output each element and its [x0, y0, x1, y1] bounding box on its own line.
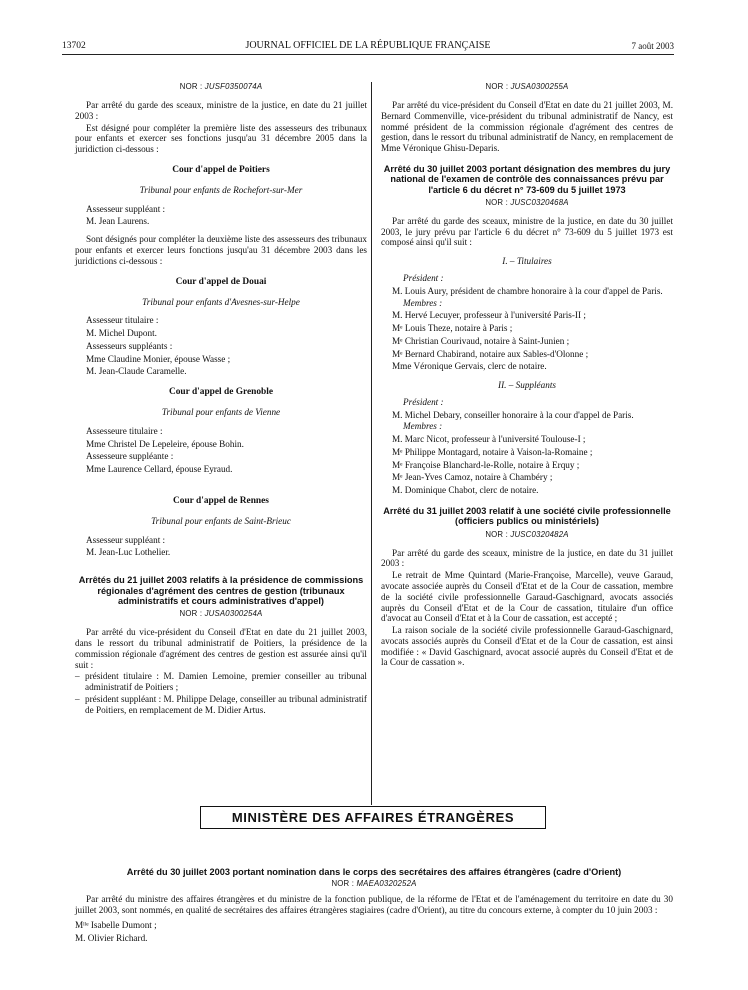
list-line: M. Olivier Richard. — [75, 932, 148, 943]
member-entry: Mᵉ Louis Theze, notaire à Paris ; — [392, 323, 513, 334]
role-label: Président : — [403, 396, 444, 407]
nor-reference: NOR : JUSA0300254A — [179, 609, 263, 619]
tribunal-heading: Tribunal pour enfants de Vienne — [161, 407, 281, 418]
list-line: Assesseur titulaire : — [86, 315, 159, 326]
tribunal-heading: Tribunal pour enfants d'Avesnes-sur-Helpe — [142, 296, 300, 307]
list-item: – président suppléant : M. Philippe Delage, conseiller au tribunal administratif de Poitiers, en remplacement de M. Didier Artus. — [75, 694, 367, 716]
list-line: Assesseurs suppléants : — [86, 340, 173, 351]
list-line: Assesseur suppléant : — [86, 534, 166, 545]
member-entry: M. Dominique Chabot, clerc de notaire. — [392, 485, 539, 496]
decree-title: Arrêté du 30 juillet 2003 portant désignation des membres du jury national de l'examen de contrôle des connaissances prévu par l'article 6 du décret n° 73-609 du 5 juillet 1973 — [383, 163, 671, 195]
list-line: M. Michel Dupont. — [86, 328, 157, 339]
list-line: M. Jean-Luc Lothelier. — [86, 547, 171, 558]
nor-reference: NOR : JUSC0320482A — [485, 529, 569, 539]
bottom-section — [75, 867, 673, 945]
role-label: Membres : — [403, 297, 443, 308]
journal-title: JOURNAL OFFICIEL DE LA RÉPUBLIQUE FRANÇAISE — [245, 40, 491, 51]
list-line: M. Jean Laurens. — [86, 216, 150, 227]
court-heading: Cour d'appel de Douai — [175, 276, 267, 287]
list-line: Mˡˡᵉ Isabelle Dumont ; — [75, 919, 157, 930]
list-line: Assesseure suppléante : — [86, 451, 174, 462]
ministry-banner — [200, 806, 546, 829]
tribunal-heading: Tribunal pour enfants de Rochefort-sur-Mer — [139, 184, 303, 195]
role-label: Membres : — [403, 421, 443, 432]
nor-reference: NOR : JUSF0350074A — [179, 82, 263, 91]
nor-reference: NOR : JUSA0300255A — [485, 82, 569, 91]
list-line: Mme Claudine Monier, épouse Wasse ; — [86, 353, 231, 364]
decree-paragraph: Par arrêté du vice-président du Conseil d'Etat en date du 21 juillet 2003, dans le ressort du tribunal administratif de Poitiers, la présidence de la commission régionale d'agrément des centres de gestion est assurée ainsi qu'il suit : — [75, 627, 367, 670]
court-heading: Cour d'appel de Rennes — [173, 495, 269, 506]
member-entry: M. Michel Debary, conseiller honoraire à la cour d'appel de Paris. — [392, 409, 634, 420]
nor-reference: NOR : JUSC0320468A — [485, 197, 569, 207]
decree-title: Arrêtés du 21 juillet 2003 relatifs à la présidence de commissions régionales d'agrément des centres de gestion (tribunaux administratifs et cours administratives d'appel) — [78, 575, 364, 606]
right-column — [381, 82, 673, 669]
decree-paragraph: Est désigné pour compléter la première liste des assesseurs des tribunaux pour enfants et exercer ses fonctions jusqu'au 31 décembre 2005 dans la juridiction ci-dessous : — [75, 122, 367, 155]
left-column — [75, 82, 367, 716]
list-line: Assesseure titulaire : — [86, 425, 163, 436]
decree-paragraph: La raison sociale de la société civile professionnelle Garaud-Gaschignard, avocats associés auprès du Conseil d'Etat et de la Cour de cassation, est ainsi modifiée : « David Gaschignard, avocat associé auprès du Conseil d'Etat et de la Cour de cassation ». — [381, 625, 673, 668]
member-entry: Mᵉ Philippe Montagard, notaire à Vaison-la-Romaine ; — [392, 446, 593, 457]
section-heading: II. – Suppléants — [498, 380, 556, 391]
member-entry: Mᵉ Christian Courivaud, notaire à Saint-Junien ; — [392, 335, 570, 346]
publication-date: 7 août 2003 — [631, 41, 674, 51]
member-entry: M. Hervé Lecuyer, professeur à l'université Paris-II ; — [392, 310, 586, 321]
page-number: 13702 — [62, 41, 86, 51]
court-heading: Cour d'appel de Poitiers — [172, 164, 270, 175]
section-heading: I. – Titulaires — [502, 256, 552, 267]
role-label: Président : — [403, 273, 444, 283]
list-line: Mme Christel De Lepeleire, épouse Bohin. — [86, 438, 244, 449]
tribunal-heading: Tribunal pour enfants de Saint-Brieuc — [151, 515, 291, 526]
member-entry: Mᵉ Jean-Yves Camoz, notaire à Chambéry ; — [392, 472, 553, 483]
decree-paragraph: Sont désignés pour compléter la deuxième liste des assesseurs des tribunaux pour enfants et exercer leurs fonctions jusqu'au 31 décembre 2003 dans les juridictions ci-dessous : — [75, 234, 367, 266]
member-entry: M. Louis Aury, président de chambre honoraire à la cour d'appel de Paris. — [392, 285, 663, 296]
decree-paragraph: Par arrêté du garde des sceaux, ministre de la justice, en date du 31 juillet 2003 : — [381, 547, 673, 569]
ministry-title: MINISTÈRE DES AFFAIRES ÉTRANGÈRES — [231, 809, 515, 825]
column-divider — [371, 82, 372, 805]
member-entry: Mme Véronique Gervais, clerc de notaire. — [392, 361, 547, 372]
member-entry: Mᵉ Bernard Chabirand, notaire aux Sables-d'Olonne ; — [392, 348, 589, 359]
decree-paragraph: Par arrêté du garde des sceaux, ministre de la justice, en date du 30 juillet 2003, le jury prévu par l'article 6 du décret n° 73-609 du 5 juillet 1973 est composé ainsi qu'il suit : — [381, 215, 673, 248]
member-entry: Mᵉ Françoise Blanchard-le-Rolle, notaire à Erquy ; — [392, 459, 580, 470]
nor-reference: NOR : MAEA0320252A — [331, 879, 417, 889]
list-line: Mme Laurence Cellard, épouse Eyraud. — [86, 464, 233, 475]
court-heading: Cour d'appel de Grenoble — [168, 387, 274, 398]
decree-paragraph: Par arrêté du garde des sceaux, ministre de la justice, en date du 21 juillet 2003 : — [75, 100, 367, 121]
page-header — [62, 40, 674, 55]
decree-paragraph: Par arrêté du ministre des affaires étrangères et du ministre de la fonction publique, de la réforme de l'Etat et de l'aménagement du territoire en date du 30 juillet 2003, sont nommés, en qualité de secrétaires des affaires étrangères stagiaires (cadre d'Orient), au titre du concours externe, à compter du 10 juin 2003 : — [75, 894, 673, 916]
decree-title: Arrêté du 31 juillet 2003 relatif à une société civile professionnelle (officiers publics ou ministériels) — [383, 506, 671, 527]
list-line: M. Jean-Claude Caramelle. — [86, 366, 187, 377]
decree-paragraph: Par arrêté du vice-président du Conseil d'Etat en date du 21 juillet 2003, M. Bernard Commenville, vice-président du tribunal administratif de Nancy, est nommé président de la commission régionale d'agrément des centres de gestion, dans le ressort du tribunal administratif de Nancy, en remplacement de Mme Véronique Ghisu-Deparis. — [381, 100, 673, 154]
decree-paragraph: Le retrait de Mme Quintard (Marie-Françoise, Marcelle), veuve Garaud, avocate associée auprès du Conseil d'Etat et de la Cour de cassation, membre de la société civile professionnelle Garaud-Gaschignard, avocats associés auprès du Conseil d'Etat et de la Cour de cassation, titulaire d'un office d'avocat au Conseil d'Etat et à la Cour de cassation, est accepté ; — [381, 570, 673, 624]
member-entry: M. Marc Nicot, professeur à l'université Toulouse-I ; — [392, 434, 586, 445]
decree-title: Arrêté du 30 juillet 2003 portant nomination dans le corps des secrétaires des affaires étrangères (cadre d'Orient) — [126, 867, 622, 877]
list-line: Assesseur suppléant : — [86, 203, 166, 214]
list-item: – président titulaire : M. Damien Lemoine, premier conseiller au tribunal administratif de Poitiers ; — [75, 671, 367, 693]
